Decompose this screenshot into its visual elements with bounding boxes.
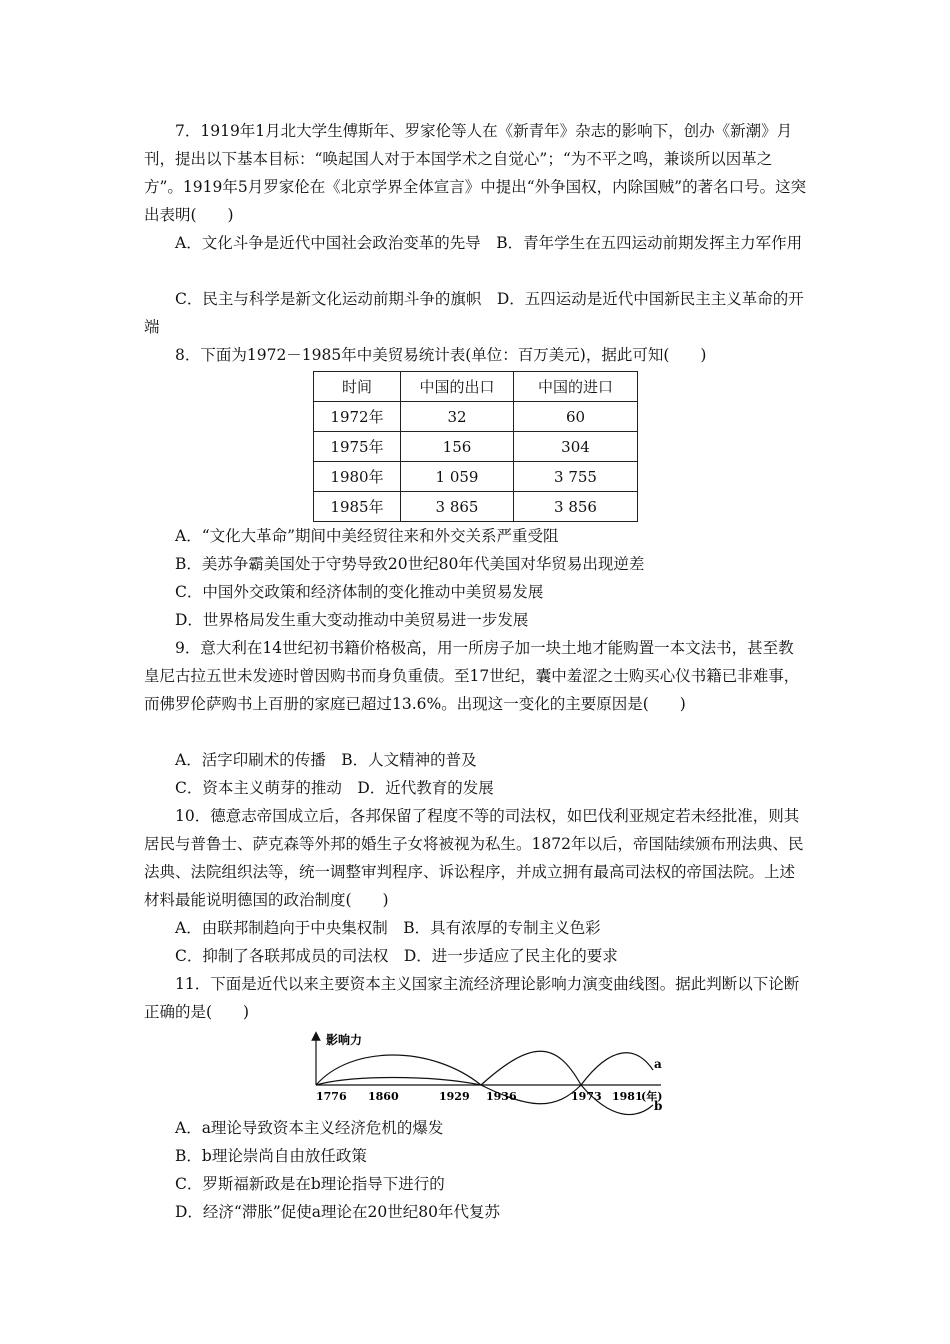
q8-option-c: C．中国外交政策和经济体制的变化推动中美贸易发展 [175,583,544,601]
table-row [314,402,638,432]
q7-stem: 7．1919年1月北大学生傅斯年、罗家伦等人在《新青年》杂志的影响下，创办《新潮》月刊，提出以下基本目标：“唤起国人对于本国学术之自觉心”；“为不平之鸣，兼谈所以因革之方”。1919年5月罗家伦在《北京学界全体宣言》中提出“外争国权，内除国贼”的著名口号。这突出表明( ) [144,122,807,224]
x-axis-unit: (年) [641,1090,663,1103]
table-cell: 1985年 [314,492,401,522]
x-tick-label: 1973 [571,1090,602,1103]
q8-stem: 8．下面为1972－1985年中美贸易统计表(单位：百万美元)，据此可知( ) [175,346,707,364]
q7-options-cd: C．民主与科学是新文化运动前期斗争的旗帜 D．五四运动是近代中国新民主主义革命的开端 [144,290,804,336]
table-header-row [314,372,638,402]
q7-options-ab: A．文化斗争是近代中国社会政治变革的先导 B．青年学生在五四运动前期发挥主力军作用 [175,234,803,252]
table-cell: 1972年 [314,402,401,432]
q8-option-a: A．“文化大革命”期间中美经贸往来和外交关系严重受阻 [175,527,559,545]
q10-stem: 10．德意志帝国成立后，各邦保留了程度不等的司法权，如巴伐利亚规定若未经批准，则其居民与普鲁士、萨克森等外邦的婚生子女将被视为私生。1872年以后，帝国陆续颁布刑法典、民法典、法院组织法等，统一调整审判程序、诉讼程序，并成立拥有最高司法权的帝国法院。上述材料最能说明德国的政治制度( ) [144,807,804,909]
table-row [314,462,638,492]
trade-table [313,371,638,522]
q10-options-ab: A．由联邦制趋向于中央集权制 B．具有浓厚的专制主义色彩 [175,919,601,937]
q9-stem: 9．意大利在14世纪初书籍价格极高，用一所房子加一块土地才能购置一本文法书，甚至教皇尼古拉五世未发迹时曾因购书而身负重债。至17世纪，囊中羞涩之士购买心仪书籍已非难事，而佛罗伦萨购书上百册的家庭已超过13.6%。出现这一变化的主要原因是( ) [144,639,800,713]
table-cell: 304 [514,432,638,462]
q10-options-cd: C．抑制了各联邦成员的司法权 D．进一步适应了民主化的要求 [175,947,618,965]
curve-b [316,1051,653,1114]
q11-stem: 11．下面是近代以来主要资本主义国家主流经济理论影响力演变曲线图。据此判断以下论断正确的是( ) [144,975,800,1021]
table-cell: 32 [401,402,514,432]
curve-a-label: a [654,1057,662,1071]
q9-options-ab: A．活字印刷术的传播 B．人文精神的普及 [175,751,477,769]
x-tick-label: 1936 [486,1090,517,1103]
q9-options-cd: C．资本主义萌芽的推动 D．近代教育的发展 [175,779,494,797]
table-cell: 1 059 [401,462,514,492]
x-tick-label: 1981 [612,1090,643,1103]
table-cell: 60 [514,402,638,432]
x-tick-label: 1776 [316,1090,347,1103]
table-cell: 156 [401,432,514,462]
q8-option-b: B．美苏争霸美国处于守势导致20世纪80年代美国对华贸易出现逆差 [175,555,645,573]
table-cell: 1975年 [314,432,401,462]
table-header: 时间 [314,372,401,402]
table-cell: 3 755 [514,462,638,492]
q11-option-d: D．经济“滞胀”促使a理论在20世纪80年代复苏 [175,1203,500,1221]
table-cell: 3 865 [401,492,514,522]
x-tick-label: 1929 [439,1090,470,1103]
table-header: 中国的进口 [514,372,638,402]
q8-option-d: D．世界格局发生重大变动推动中美贸易进一步发展 [175,611,529,629]
q11-option-a: A．a理论导致资本主义经济危机的爆发 [175,1119,444,1137]
q11-option-b: B．b理论崇尚自由放任政策 [175,1147,367,1165]
table-header: 中国的出口 [401,372,514,402]
q11-option-c: C．罗斯福新政是在b理论指导下进行的 [175,1175,445,1193]
table-cell: 1980年 [314,462,401,492]
table-row [314,432,638,462]
influence-curve-graph [306,1030,686,1120]
curve-b-label: b [654,1099,663,1113]
y-axis-label: 影响力 [326,1033,363,1047]
table-cell: 3 856 [514,492,638,522]
x-tick-label: 1860 [368,1090,399,1103]
table-row [314,492,638,522]
